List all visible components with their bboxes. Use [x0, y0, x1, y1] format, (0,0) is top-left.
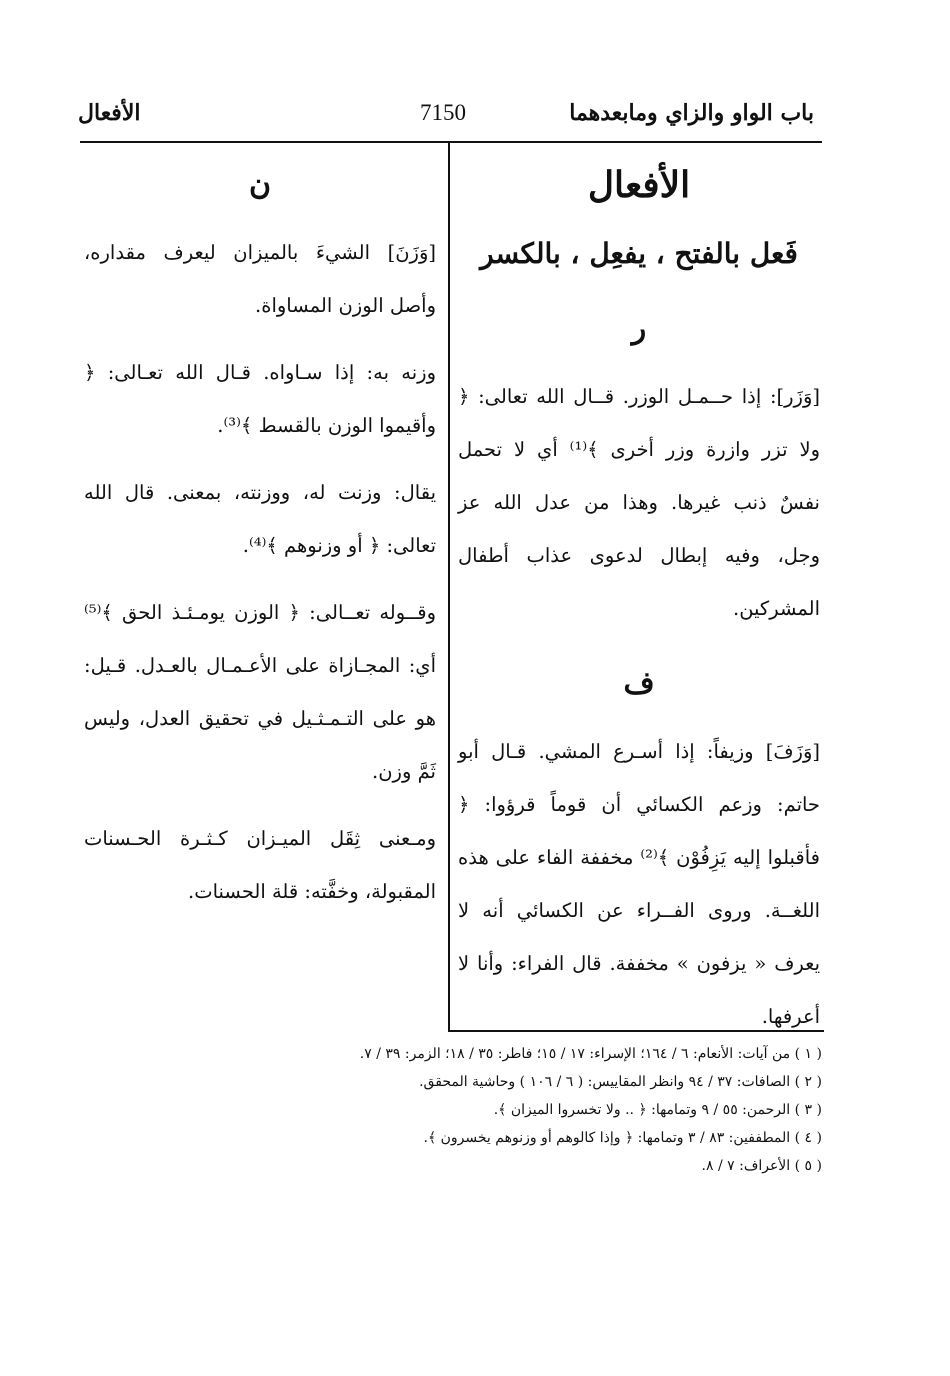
footnote-3: ( ٣ ) الرحمن: ٥٥ / ٩ وتمامها: ﴿ .. ولا تخسروا الميزان ﴾. — [493, 1102, 822, 1118]
entry-yuqal: يقال: وزنت له، ووزنته، بمعنى. قال الله تعالى: ﴿ أو وزنوهم ﴾⁽⁴⁾. — [84, 481, 436, 557]
footnote-2: ( ٢ ) الصافات: ٣٧ / ٩٤ وانظر المقاييس: ( ٦ / ١٠٦ ) وحاشية المحقق. — [419, 1074, 822, 1090]
entry-al-wazn: وقــوله تعــالى: ﴿ الوزن يومـئـذ الحق ﴾⁽⁵⁾ أي: المجـازاة على الأعـمـال بالعـدل. قـيل: هو على التـمـثـيل في تحقيق العدل، وليس ثَمَّ وزن. — [84, 601, 436, 783]
running-header-section: الأفعال — [78, 100, 141, 126]
footnote-5: ( ٥ ) الأعراف: ٧ / ٨. — [701, 1158, 822, 1174]
column-divider — [448, 143, 450, 1031]
entry-wazan: [وَزَنَ] الشيءَ بالميزان ليعرف مقداره، وأصل الوزن المساواة. — [84, 241, 436, 317]
entry-wazaf: [وَزَفَ] وزيفاً: إذا أسـرع المشي. قـال أبو حاتم: وزعم الكسائي أن قوماً قرؤوا: ﴿ فأقبلوا إليه يَزِفُوْن ﴾⁽²⁾ مخففة الفاء على هذه اللغــة. وروى الفــراء عن الكسائي أنه لا يعرف « يزفون » مخففة. قال الفراء: وأنا لا أعرفها. — [458, 740, 821, 1028]
running-header-chapter: باب الواو والزاي ومابعدهما — [569, 100, 814, 126]
page-number: 7150 — [420, 100, 466, 125]
entry-thiqal: ومـعنى ثِقَل الميـزان كـثـرة الحـسنات المقبولة، وخفَّته: قلة الحسنات. — [84, 827, 436, 903]
header-rule — [80, 141, 822, 143]
entry-wazanahu: وزنه به: إذا سـاواه. قـال الله تعـالى: ﴿ وأقيموا الوزن بالقسط ﴾⁽³⁾. — [84, 361, 436, 437]
right-column — [458, 150, 820, 1057]
letter-heading-n: ن — [248, 167, 272, 202]
footnotes — [122, 1040, 822, 1180]
section-title: الأفعال — [587, 164, 691, 206]
letter-heading-f: ف — [623, 666, 655, 701]
footnote-4: ( ٤ ) المطففين: ٨٣ / ٣ وتمامها: ﴿ وإذا كالوهم أو وزنوهم يخسرون ﴾. — [423, 1130, 822, 1146]
left-column — [84, 150, 436, 932]
section-subtitle: فَعل بالفتح ، يفعِل ، بالكسر — [480, 237, 798, 270]
entry-wazar: [وَزَر]: إذا حــمـل الوزر. قــال الله تعالى: ﴿ ولا تزر وازرة وزر أخرى ﴾⁽¹⁾ أي لا تحمل نفسٌ ذنب غيرها. وهذا من عدل الله عز وجل، وفيه إبطال لدعوى عذاب أطفال المشركين. — [458, 385, 821, 620]
letter-heading-r: ر — [631, 311, 647, 346]
footnote-1: ( ١ ) من آيات: الأنعام: ٦ / ١٦٤؛ الإسراء: ١٧ / ١٥؛ فاطر: ٣٥ / ١٨؛ الزمر: ٣٩ / ٧. — [359, 1046, 822, 1062]
